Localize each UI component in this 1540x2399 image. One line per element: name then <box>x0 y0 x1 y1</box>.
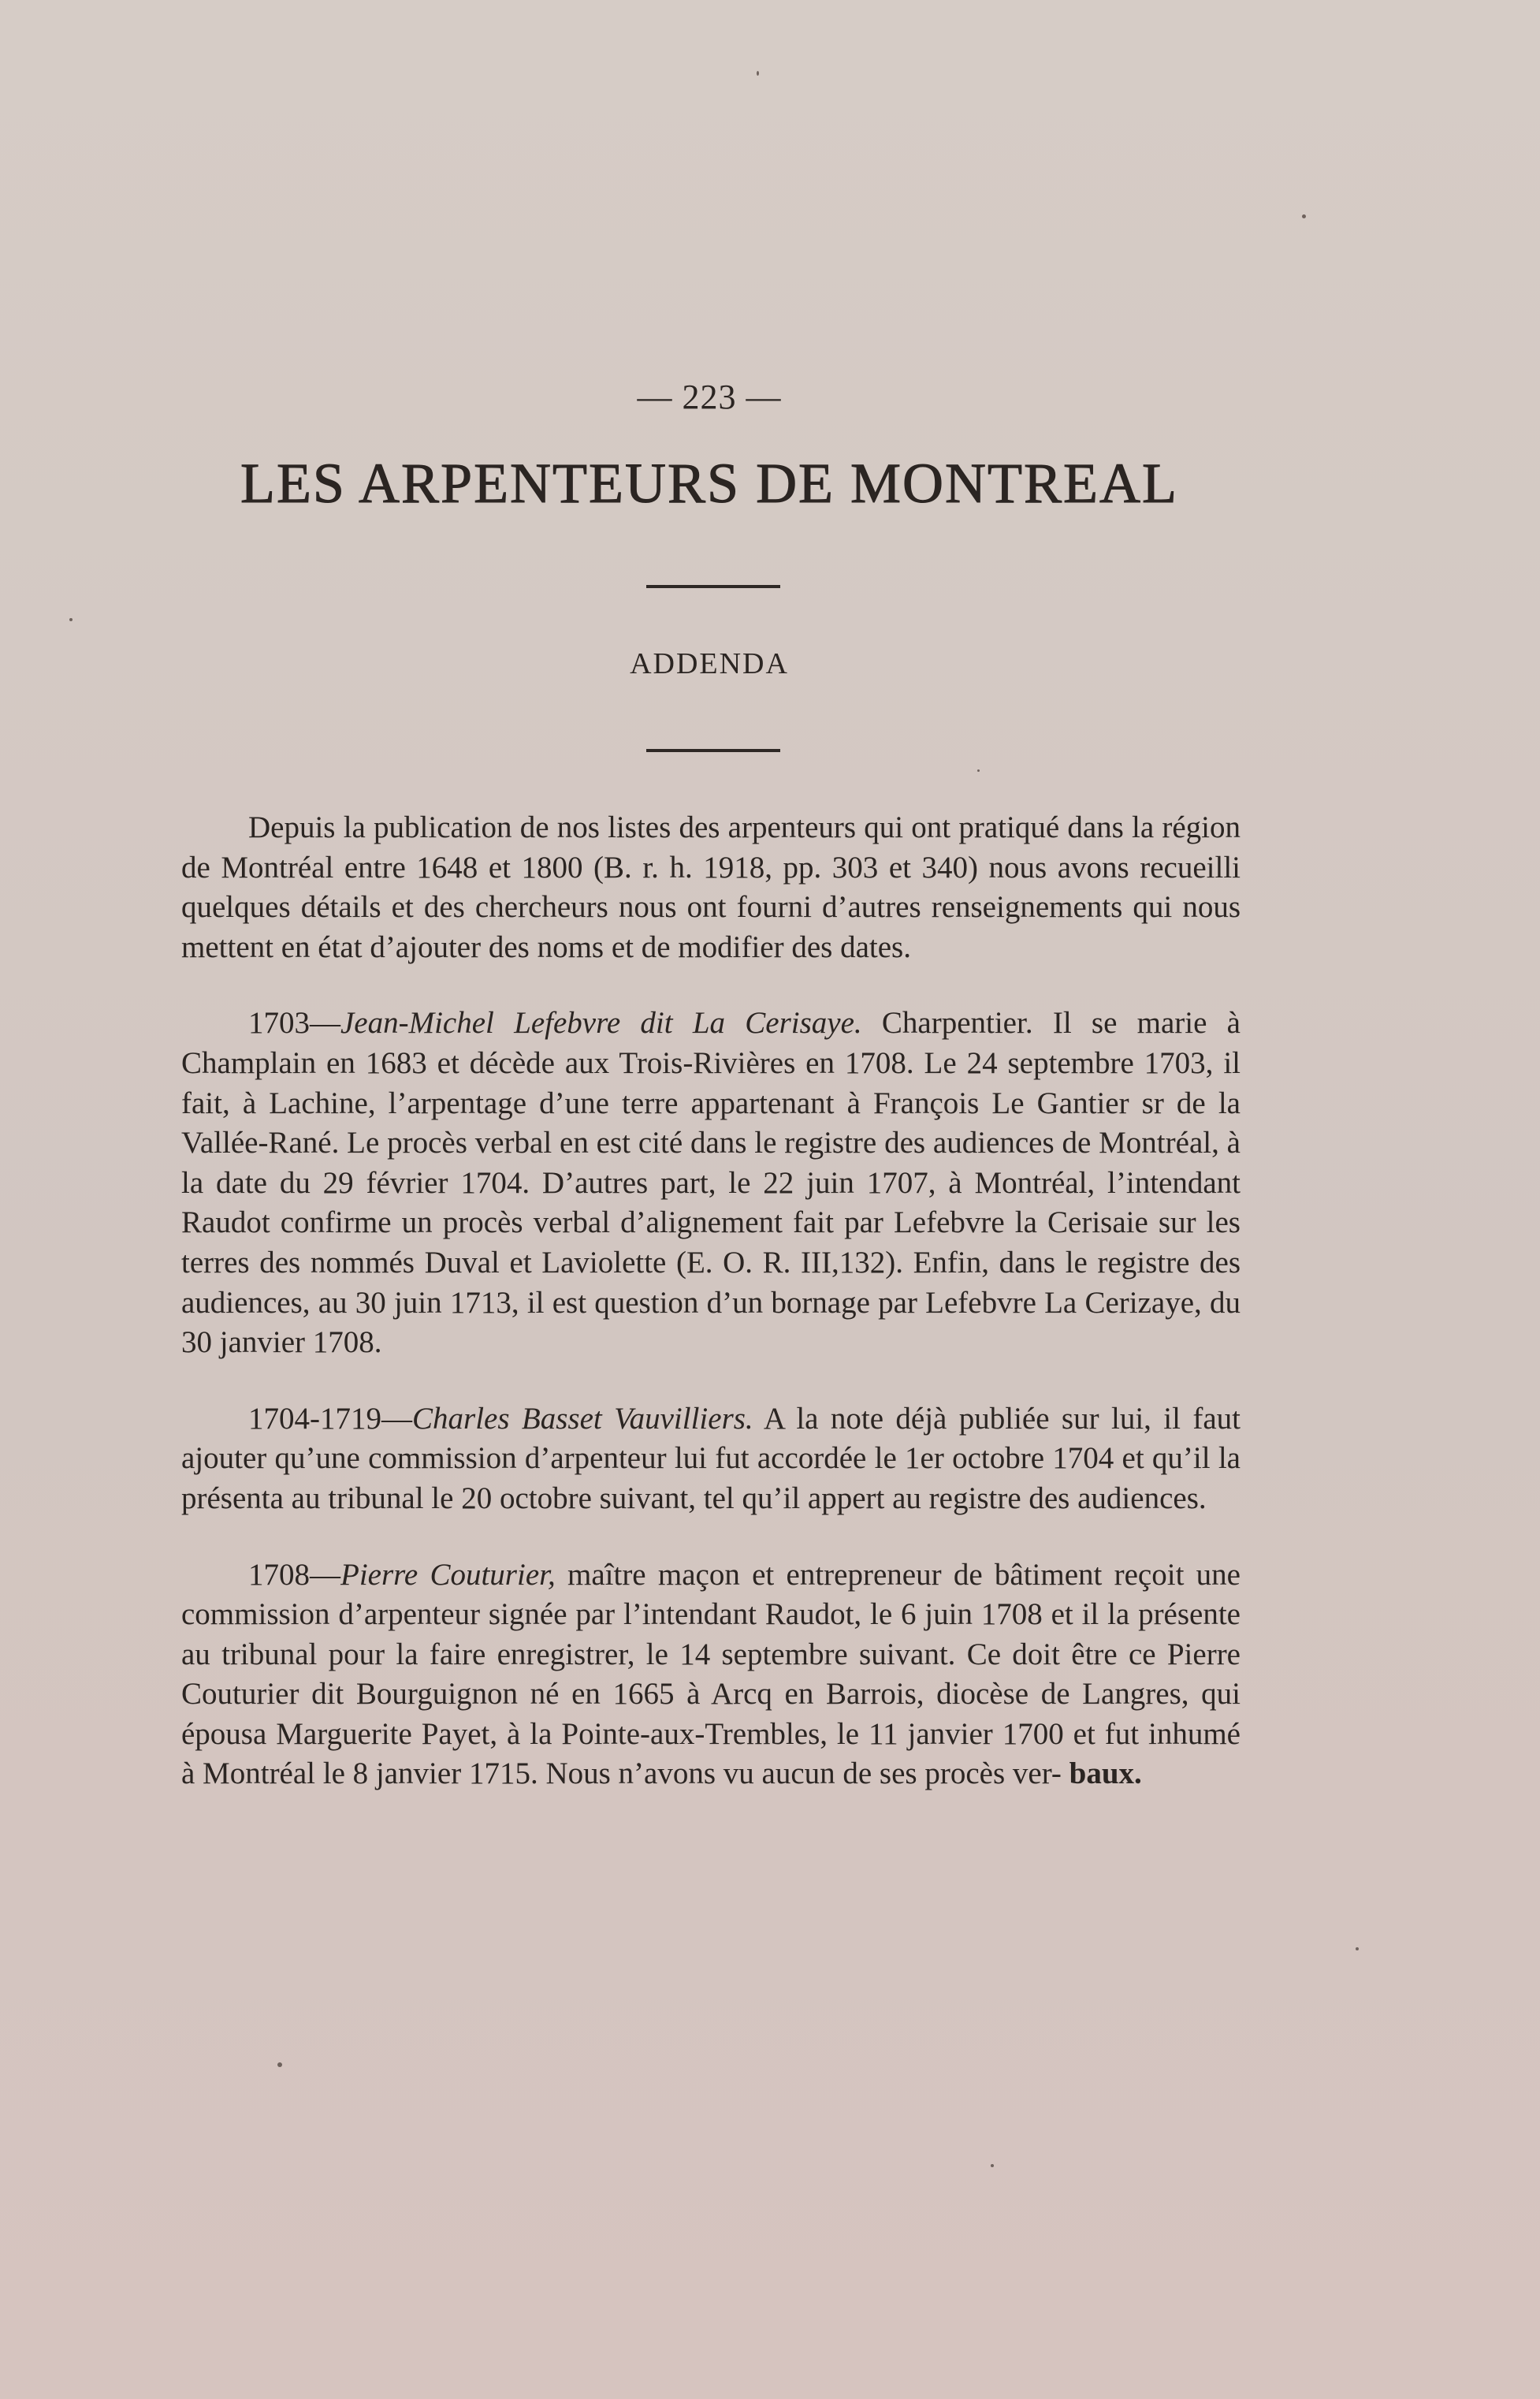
entry-name: Jean-Michel Lefebvre dit La Cerisaye. <box>340 1006 862 1041</box>
paper-speck <box>1356 1947 1359 1950</box>
paragraph-text: Depuis la publication de nos listes des arpenteurs qui ont pratiqué dans la région de Montréal entre 1648 et 1800 (B. r. h. 1918, pp. 303 et 340) nous avons recueilli quelques détails et des chercheurs nous ont fourni d’autres renseignements qui nous mettent en état d’ajouter des noms et de modifier des dates. <box>181 810 1241 964</box>
paragraph-entry-lefebvre <box>181 1004 1241 1362</box>
entry-end: baux. <box>1069 1756 1142 1791</box>
section-heading: ADDENDA <box>630 647 789 680</box>
entry-name: Pierre Couturier, <box>340 1557 556 1592</box>
entry-date: 1703— <box>248 1006 340 1041</box>
entry-name: Charles Basset Vauvilliers. <box>412 1401 753 1436</box>
paragraph-intro <box>181 808 1241 967</box>
divider-top <box>646 585 780 588</box>
body-text <box>181 808 1241 1831</box>
paper-speck <box>757 71 759 76</box>
divider-bottom <box>646 749 780 752</box>
paper-speck <box>991 2164 994 2167</box>
entry-text: A la note déjà publiée sur lui, il faut ajouter qu’une commission d’arpenteur lui fut accordée le 1er octobre 1704 et qu’il la présenta au tribunal le 20 octobre suivant, tel qu’il appert au registre des audiences. <box>181 1401 1241 1515</box>
paragraph-entry-couturier <box>181 1555 1241 1795</box>
paper-speck <box>69 618 73 621</box>
paper-speck <box>1302 214 1306 218</box>
paragraph-entry-basset <box>181 1399 1241 1519</box>
page-number: — 223 — <box>637 378 782 416</box>
entry-date: 1708— <box>248 1557 340 1592</box>
paper-speck <box>277 2062 282 2067</box>
paper-speck <box>977 769 980 772</box>
page-title: LES ARPENTEURS DE MONTREAL <box>240 452 1179 515</box>
entry-text: maître maçon et entrepreneur de bâtiment reçoit une commission d’arpenteur signée par l’intendant Raudot, le 6 juin 1708 et il la présente au tribunal pour la faire enregistrer, le 14 septembre suivant. Ce doit être ce Pierre Couturier dit Bourguignon né en 1665 à Arcq en Barrois, diocèse de Langres, qui épousa Marguerite Payet, à la Pointe-aux-Trembles, le 11 janvier 1700 et fut inhumé à Montréal le 8 janvier 1715. Nous n’avons vu aucun de ses procès ver- <box>181 1557 1241 1791</box>
entry-text: Charpentier. Il se marie à Champlain en 1683 et décède aux Trois-Rivières en 1708. Le 24 septembre 1703, il fait, à Lachine, l’arpentage d’une terre appartenant à François Le Gantier sr de la Vallée-Rané. Le procès verbal en est cité dans le registre des audiences de Montréal, à la date du 29 février 1704. D’autres part, le 22 juin 1707, à Montréal, l’intendant Raudot confirme un procès verbal d’alignement fait par Lefebvre la Cerisaie sur les terres des nommés Duval et Laviolette (E. O. R. III,132). Enfin, dans le registre des audiences, au 30 juin 1713, il est question d’un bornage par Lefebvre La Cerizaye, du 30 janvier 1708. <box>181 1006 1241 1360</box>
entry-date: 1704-1719— <box>248 1401 412 1436</box>
